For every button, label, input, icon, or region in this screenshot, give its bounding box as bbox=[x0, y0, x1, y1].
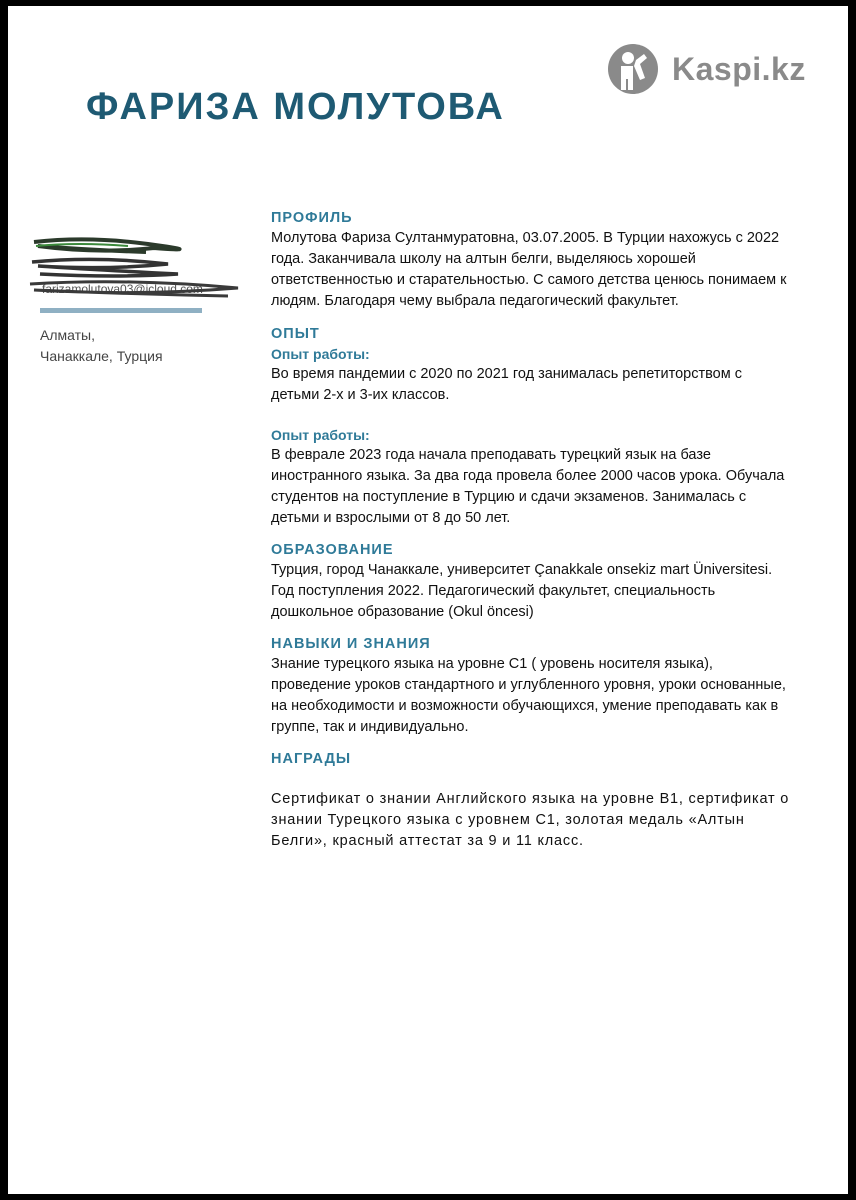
watermark bbox=[608, 44, 806, 94]
job2-heading: Опыт работы: bbox=[271, 427, 370, 443]
resume-page bbox=[8, 6, 848, 1194]
person-name: ФАРИЗА МОЛУТОВА bbox=[86, 86, 505, 128]
location bbox=[40, 325, 238, 367]
skills-heading: НАВЫКИ И ЗНАНИЯ bbox=[271, 636, 431, 652]
job1-text: Во время пандемии с 2020 по 2021 год занималась репетиторством с детьми 2-х и 3-их классов. bbox=[271, 366, 742, 403]
email-partial: farizamolutova03@icloud.com bbox=[42, 282, 203, 296]
profile-text: Молутова Фариза Султанмуратовна, 03.07.2005. В Турции нахожусь с 2022 года. Заканчивала школу на алтын белги, выделяюсь хорошей ответственностью и старательностью. С самого детства ценюсь понимаем к людям. Благодаря чему выбрала педагогический факультет. bbox=[271, 230, 787, 309]
job1-heading: Опыт работы: bbox=[271, 346, 370, 362]
location-line-2: Чанаккале, Турция bbox=[40, 348, 163, 364]
education-text: Турция, город Чанаккале, университет Çanakkale onsekiz mart Üniversitesi. Год поступления 2022. Педагогический факультет, специальность дошкольное образование (Okul öncesi) bbox=[271, 562, 773, 620]
location-line-1: Алматы, bbox=[40, 327, 95, 343]
kaspi-logo-icon bbox=[608, 44, 658, 94]
main-column bbox=[271, 208, 791, 852]
experience-heading: ОПЫТ bbox=[271, 326, 320, 342]
contact-column bbox=[28, 234, 238, 367]
left-divider bbox=[40, 308, 202, 313]
profile-heading: ПРОФИЛЬ bbox=[271, 210, 353, 226]
redaction-scribble bbox=[28, 234, 248, 304]
education-heading: ОБРАЗОВАНИЕ bbox=[271, 542, 394, 558]
watermark-text: Kaspi.kz bbox=[672, 50, 806, 87]
redacted-contact bbox=[28, 234, 248, 304]
job2-text: В феврале 2023 года начала преподавать турецкий язык на базе иностранного языка. За два года провела более 2000 часов урока. Обучала студентов на поступление в Турцию и сдачи экзаменов. Занималась с детьми и взрослыми от 8 до 50 лет. bbox=[271, 447, 785, 526]
awards-heading: НАГРАДЫ bbox=[271, 751, 352, 767]
skills-text: Знание турецкого языка на уровне С1 ( уровень носителя языка), проведение уроков стандартного и углубленного уровня, уроки основанные, на необходимости и возможности обучающихся, умение преподавать как в группе, так и индивидуально. bbox=[271, 656, 786, 735]
awards-text: Сертификат о знании Английского языка на уровне В1, сертификат о знании Турецкого языка с уровнем С1, золотая медаль «Алтын Белги», красный аттестат за 9 и 11 класс. bbox=[271, 791, 790, 849]
